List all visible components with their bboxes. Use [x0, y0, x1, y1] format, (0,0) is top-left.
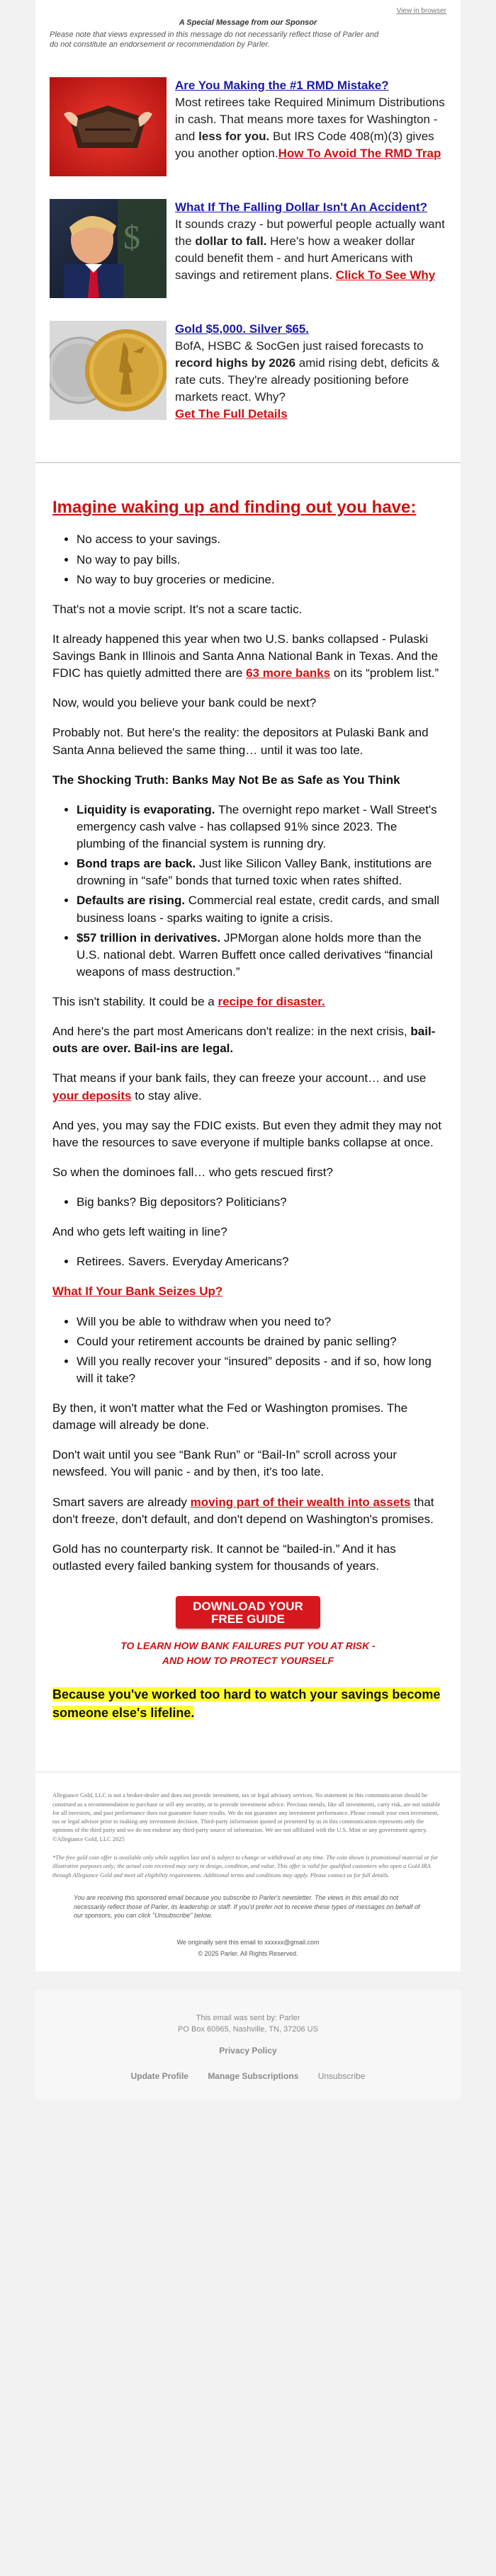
- paragraph: That's not a movie script. It's not a scare tactic.: [52, 602, 303, 616]
- ad-dollar-bold: dollar to fall.: [195, 234, 267, 248]
- list-item: • No access to your savings.: [77, 531, 444, 548]
- cta-wrapper: [52, 1596, 444, 1629]
- article-body: [35, 496, 461, 1722]
- list-item: [77, 855, 444, 889]
- sent-to-notice: We originally sent this email to xxxxxx@gmail.com: [176, 1938, 320, 1946]
- paragraph-text: Smart savers are already: [52, 1495, 191, 1509]
- ad-gold: [35, 321, 461, 423]
- sent-by: This email was sent by: Parler: [196, 2013, 300, 2022]
- legal-disclaimer: Allegiance Gold, LLC is not a broker-dealer and does not provide investment, tax or legal advisory services. No statement in this communication should be construed as a recommendation to purchase or sell any security, or to provide investment advice. Precious metals, like all investments, carry risk, are not suitable for all investors, and past performance does not guarantee future results. We do not guarantee any investment performance. Please consult your own investment, tax or legal advisor prior to making any investment decision. Third-party information quoted or presented by us in this communication represents only the opinions of the third party and we do not endorse any third-party source of information. We are not affiliated with the U.S. Mint or any government agency. ©Allegiance Gold, LLC 2025: [52, 1791, 441, 1842]
- cta-caption-line-2: AND HOW TO PROTECT YOURSELF: [162, 1655, 334, 1667]
- list-item-text: The overnight repo market - Wall Street's emergency cash valve - has collapsed 91% since 2023. The plumbing of the financial system is running dry.: [77, 802, 437, 851]
- paragraph-text: to stay alive.: [131, 1088, 202, 1102]
- view-in-browser-link[interactable]: View in browser: [396, 7, 446, 15]
- paragraph: [52, 1494, 444, 1528]
- seize-subheading-link[interactable]: What If Your Bank Seizes Up?: [52, 1284, 223, 1299]
- offer-disclaimer: *The free gold coin offer is available only while supplies last and is subject to change or withdrawal at any time. The coin shown is promotional material or for illustrative purposes only; the actual coin received may vary in design, condition, and value. This offer is valid for qualified customers who open a Gold IRA through Allegiance Gold and meet all eligibility requirements. Additional terms and conditions may apply. Please contact us for full details.: [52, 1854, 439, 1879]
- address: PO Box 60965, Nashville, TN, 37206 US: [178, 2025, 318, 2034]
- list-item: • Could your retirement accounts be drained by panic selling?: [77, 1333, 444, 1350]
- unsubscribe-link[interactable]: Unsubscribe: [317, 2070, 366, 2081]
- recipe-link[interactable]: recipe for disaster.: [218, 995, 325, 1009]
- list-item-bold: $57 trillion in derivatives.: [77, 930, 221, 945]
- list-item: [77, 930, 444, 981]
- sponsor-notice: You are receiving this sponsored email because you subscribe to Parler's newsletter. The views in this email do not necessarily reflect those of Parler, its leadership or staff. If you'd prefer not to receive these types of messages on behalf of our sponsors, you can click "Unsubscribe" below.: [74, 1894, 420, 1920]
- paragraph-text: on its “problem list.”: [330, 666, 439, 680]
- list-item: • No way to pay bills.: [77, 552, 444, 569]
- loss-list: [52, 531, 444, 588]
- list-item: • Will you be able to withdraw when you need to?: [77, 1313, 444, 1330]
- paragraph: And who gets left waiting in line?: [52, 1225, 227, 1239]
- paragraph: Don't wait until you see “Bank Run” or “Bail-In” scroll across your newsfeed. You will panic - and by then, it's too late.: [52, 1448, 398, 1479]
- update-profile-link[interactable]: Update Profile: [130, 2070, 188, 2081]
- paragraph: Gold has no counterparty risk. It cannot be “bailed-in.” And it has outlasted every failed banking system for thousands of years.: [52, 1541, 396, 1573]
- section-divider: [35, 462, 461, 463]
- ad-dollar: [35, 199, 461, 298]
- highlight-text: Because you've worked too hard to watch your savings become someone else's lifeline.: [52, 1687, 441, 1721]
- ad-gold-bold: record highs by 2026: [175, 355, 296, 370]
- paragraph: By then, it won't matter what the Fed or Washington promises. The damage will already be done.: [52, 1401, 408, 1432]
- paragraph-bold: bail-outs are over. Bail-ins are legal.: [52, 1025, 436, 1056]
- paragraph: [52, 631, 444, 682]
- cta-line-2: FREE GUIDE: [211, 1612, 285, 1626]
- paragraph-text: It already happened this year when two U.S. banks collapsed - Pulaski Savings Bank in Illinois and Santa Anna National Bank in Texas. And the FDIC has quietly admitted there are: [52, 632, 439, 680]
- footer-links: [35, 2071, 461, 2081]
- paragraph: So when the dominoes fall… who gets rescued first?: [52, 1165, 333, 1179]
- list-item-bold: Bond traps are back.: [77, 857, 196, 871]
- ad-dollar-body: [175, 199, 446, 285]
- assets-link[interactable]: moving part of their wealth into assets: [190, 1495, 411, 1509]
- paragraph-text: That means if your bank fails, they can freeze your account… and use: [52, 1071, 427, 1085]
- waiting-list: [52, 1253, 444, 1270]
- ad-rmd: [35, 77, 461, 176]
- list-item: • Big banks? Big depositors? Politicians?: [77, 1194, 444, 1211]
- question-list: [52, 1313, 444, 1388]
- copyright: © 2025 Parler. All Rights Reserved.: [198, 1949, 298, 1957]
- sponsor-title: A Special Message from our Sponsor: [179, 18, 317, 27]
- ad-rmd-link[interactable]: How To Avoid The RMD Trap: [278, 147, 441, 161]
- download-guide-button[interactable]: [176, 1596, 320, 1629]
- headline[interactable]: Imagine waking up and finding out you have:: [52, 498, 417, 518]
- ad-rmd-text-2: But IRS Code 408(m)(3) gives you another option.: [175, 129, 434, 161]
- manage-subscriptions-link[interactable]: Manage Subscriptions: [208, 2070, 299, 2081]
- paragraph: And yes, you may say the FDIC exists. But even they admit they may not have the resources to save everyone if multiple banks collapse at once.: [52, 1118, 441, 1149]
- ad-gold-link[interactable]: Get The Full Details: [175, 407, 288, 421]
- paragraph: [52, 1070, 444, 1104]
- paragraph: [52, 1023, 444, 1057]
- list-item-text: Commercial real estate, credit cards, and small business loans - sparks waiting to ignite a crisis.: [77, 894, 440, 925]
- ad-dollar-text-1: It sounds crazy - but powerful people actually want the: [175, 217, 445, 248]
- trump-dollar-image[interactable]: [50, 199, 167, 298]
- footer-disclaimers: [35, 1772, 461, 1971]
- list-item-bold: Liquidity is evaporating.: [77, 802, 215, 816]
- list-item: [77, 802, 444, 853]
- ad-gold-title[interactable]: Gold $5,000. Silver $65.: [175, 321, 310, 336]
- svg-text:$: $: [123, 218, 140, 256]
- list-item: • No way to buy groceries or medicine.: [77, 571, 444, 588]
- risk-list: [52, 802, 444, 981]
- ad-rmd-title[interactable]: Are You Making the #1 RMD Mistake?: [175, 78, 389, 92]
- sponsor-note: Please note that views expressed in this message do not necessarily reflect those of Parler and do not constitute an endorsement or recommendation by Parler.: [50, 30, 379, 50]
- cta-caption-line-1: TO LEARN HOW BANK FAILURES PUT YOU AT RISK -: [120, 1640, 376, 1652]
- paragraph-text: And here's the part most Americans don't realize: in the next crisis,: [52, 1025, 411, 1039]
- rescue-list: [52, 1194, 444, 1211]
- ad-gold-body: [175, 321, 446, 423]
- list-item: • Retirees. Savers. Everyday Americans?: [77, 1253, 444, 1270]
- cta-line-1: DOWNLOAD YOUR: [193, 1600, 303, 1614]
- privacy-policy-link[interactable]: Privacy Policy: [219, 2045, 277, 2056]
- list-item-bold: Defaults are rising.: [77, 894, 186, 908]
- ad-gold-text-1: BofA, HSBC & SocGen just raised forecasts to: [175, 338, 424, 353]
- subheading: The Shocking Truth: Banks May Not Be as Safe as You Think: [52, 773, 400, 787]
- list-item-text: Just like Silicon Valley Bank, institutions are drowning in “safe” bonds that turned toxic when rates shifted.: [77, 857, 432, 888]
- paragraph-text: This isn't stability. It could be a: [52, 995, 218, 1009]
- list-item: [77, 892, 444, 926]
- paragraph: [52, 993, 444, 1010]
- list-item: • Will you really recover your “insured” deposits - and if so, how long will it take?: [77, 1353, 444, 1387]
- ad-dollar-text-2: Here's how a weaker dollar could benefit them - and hurt Americans with savings and retirement plans.: [175, 234, 415, 283]
- paragraph: Now, would you believe your bank could be next?: [52, 696, 317, 710]
- highlight-statement: [52, 1685, 444, 1722]
- paragraph: Probably not. But here's the reality: the depositors at Pulaski Bank and Santa Anna believed the same thing… until it was too late.: [52, 726, 429, 757]
- list-item-text: JPMorgan alone holds more than the U.S. national debt. Warren Buffett once called derivatives “financial weapons of mass destruction.”: [77, 930, 433, 979]
- gold-coin-image[interactable]: [50, 321, 167, 420]
- ad-dollar-link[interactable]: Click To See Why: [335, 268, 436, 283]
- cta-caption[interactable]: [52, 1639, 444, 1668]
- sponsor-header: [35, 0, 461, 55]
- ad-rmd-body: [175, 77, 446, 163]
- ad-gold-text-2: amid rising debt, deficits & rate cuts. They're already positioning before markets react. Why?: [175, 355, 440, 404]
- paragraph-text: that don't freeze, don't default, and don't depend on Washington's promises.: [52, 1495, 434, 1526]
- deposits-link[interactable]: your deposits: [52, 1088, 132, 1102]
- bottom-footer: [35, 1990, 461, 2099]
- problem-list-link[interactable]: 63 more banks: [246, 666, 331, 680]
- ad-rmd-text-1: Most retirees take Required Minimum Distributions in cash. That means more taxes for Washington - and: [175, 95, 445, 143]
- ad-rmd-bold: less for you.: [198, 129, 270, 143]
- email-container: [35, 0, 461, 1971]
- ad-dollar-title[interactable]: What If The Falling Dollar Isn't An Accident?: [175, 200, 428, 214]
- wallet-image[interactable]: [50, 77, 167, 176]
